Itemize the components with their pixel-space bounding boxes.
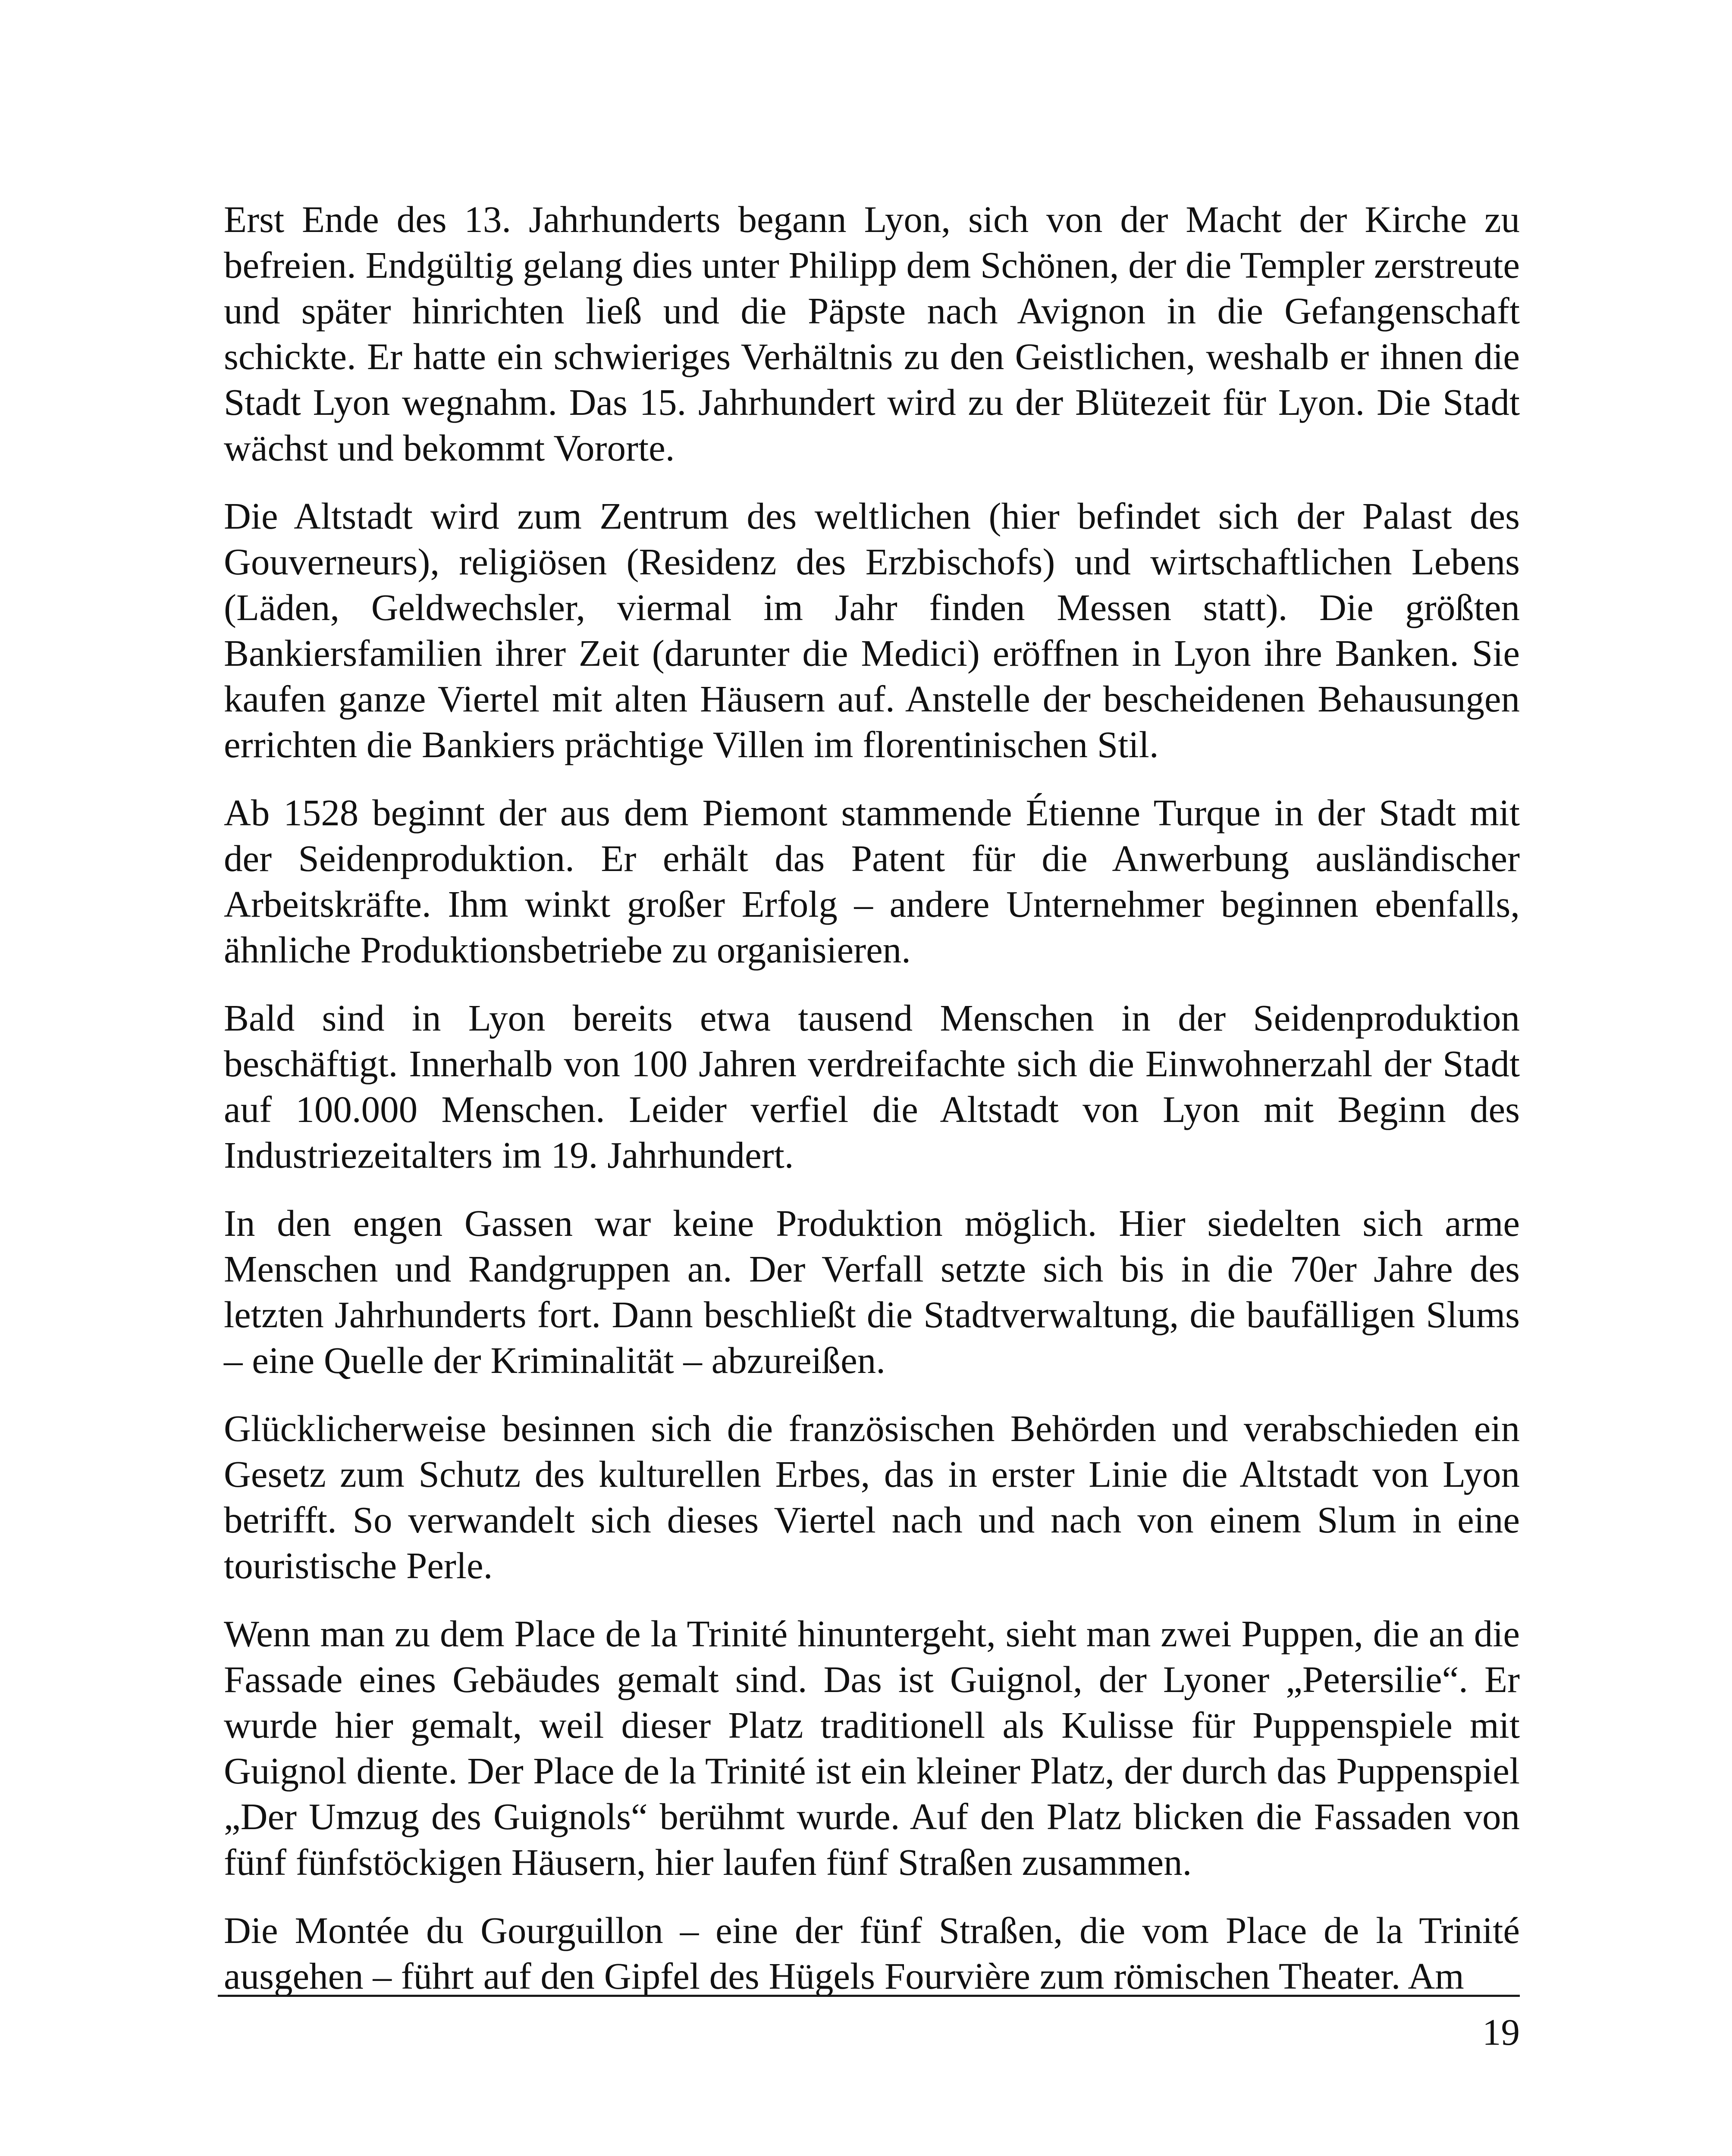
- paragraph-4: Bald sind in Lyon bereits etwa tausend Menschen in der Seidenproduktion beschäftigt. Innerhalb von 100 Jahren verdreifachte sich die Einwohnerzahl der Stadt auf 100.000 Menschen. Leider verfiel die Altstadt von Lyon mit Beginn des Industriezeitalters im 19. Jahrhundert.: [224, 997, 1520, 1176]
- footer-rule: [218, 1995, 1520, 1997]
- paragraph-6: Glücklicherweise besinnen sich die französischen Behörden und verabschieden ein Gesetz zum Schutz des kulturellen Erbes, das in erster Linie die Altstadt von Lyon betrifft. So verwandelt sich dieses Viertel nach und nach von einem Slum in eine touristische Perle.: [224, 1407, 1520, 1586]
- paragraph-3: Ab 1528 beginnt der aus dem Piemont stammende Étienne Turque in der Stadt mit der Seidenproduktion. Er erhält das Patent für die Anwerbung ausländischer Arbeitskräfte. Ihm winkt großer Erfolg – andere Unternehmer beginnen ebenfalls, ähnliche Produktionsbetriebe zu organisieren.: [224, 792, 1520, 971]
- paragraph-7: Wenn man zu dem Place de la Trinité hinuntergeht, sieht man zwei Puppen, die an die Fassade eines Gebäudes gemalt sind. Das ist Guignol, der Lyoner „Petersilie“. Er wurde hier gemalt, weil dieser Platz traditionell als Kulisse für Puppenspiele mit Guignol diente. Der Place de la Trinité ist ein kleiner Platz, der durch das Puppenspiel „Der Umzug des Guignols“ berühmt wurde. Auf den Platz blicken die Fassaden von fünf fünfstöckigen Häusern, hier laufen fünf Straßen zusammen.: [224, 1613, 1520, 1883]
- paragraph-5: In den engen Gassen war keine Produktion möglich. Hier siedelten sich arme Menschen und Randgruppen an. Der Verfall setzte sich bis in die 70er Jahre des letzten Jahrhunderts fort. Dann beschließt die Stadtverwaltung, die baufälligen Slums – eine Quelle der Kriminalität – abzureißen.: [224, 1202, 1520, 1381]
- paragraph-2: Die Altstadt wird zum Zentrum des weltlichen (hier befindet sich der Palast des Gouverneurs), religiösen (Residenz des Erzbischofs) und wirtschaftlichen Lebens (Läden, Geldwechsler, viermal im Jahr finden Messen statt). Die größten Bankiersfamilien ihrer Zeit (darunter die Medici) eröffnen in Lyon ihre Banken. Sie kaufen ganze Viertel mit alten Häusern auf. Anstelle der bescheidenen Behausungen errichten die Bankiers prächtige Villen im florentinischen Stil.: [224, 495, 1520, 765]
- paragraph-1: Erst Ende des 13. Jahrhunderts begann Lyon, sich von der Macht der Kirche zu befreien. Endgültig gelang dies unter Philipp dem Schönen, der die Templer zerstreute und später hinrichten ließ und die Päpste nach Avignon in die Gefangenschaft schickte. Er hatte ein schwieriges Verhältnis zu den Geistlichen, weshalb er ihnen die Stadt Lyon wegnahm. Das 15. Jahrhundert wird zu der Blütezeit für Lyon. Die Stadt wächst und bekommt Vororte.: [224, 198, 1520, 469]
- body-text: [224, 197, 1520, 2021]
- paragraph-8: Die Montée du Gourguillon – eine der fünf Straßen, die vom Place de la Trinité ausgehen – führt auf den Gipfel des Hügels Fourvière zum römischen Theater. Am: [224, 1909, 1520, 1997]
- page-number: 19: [1482, 2011, 1520, 2053]
